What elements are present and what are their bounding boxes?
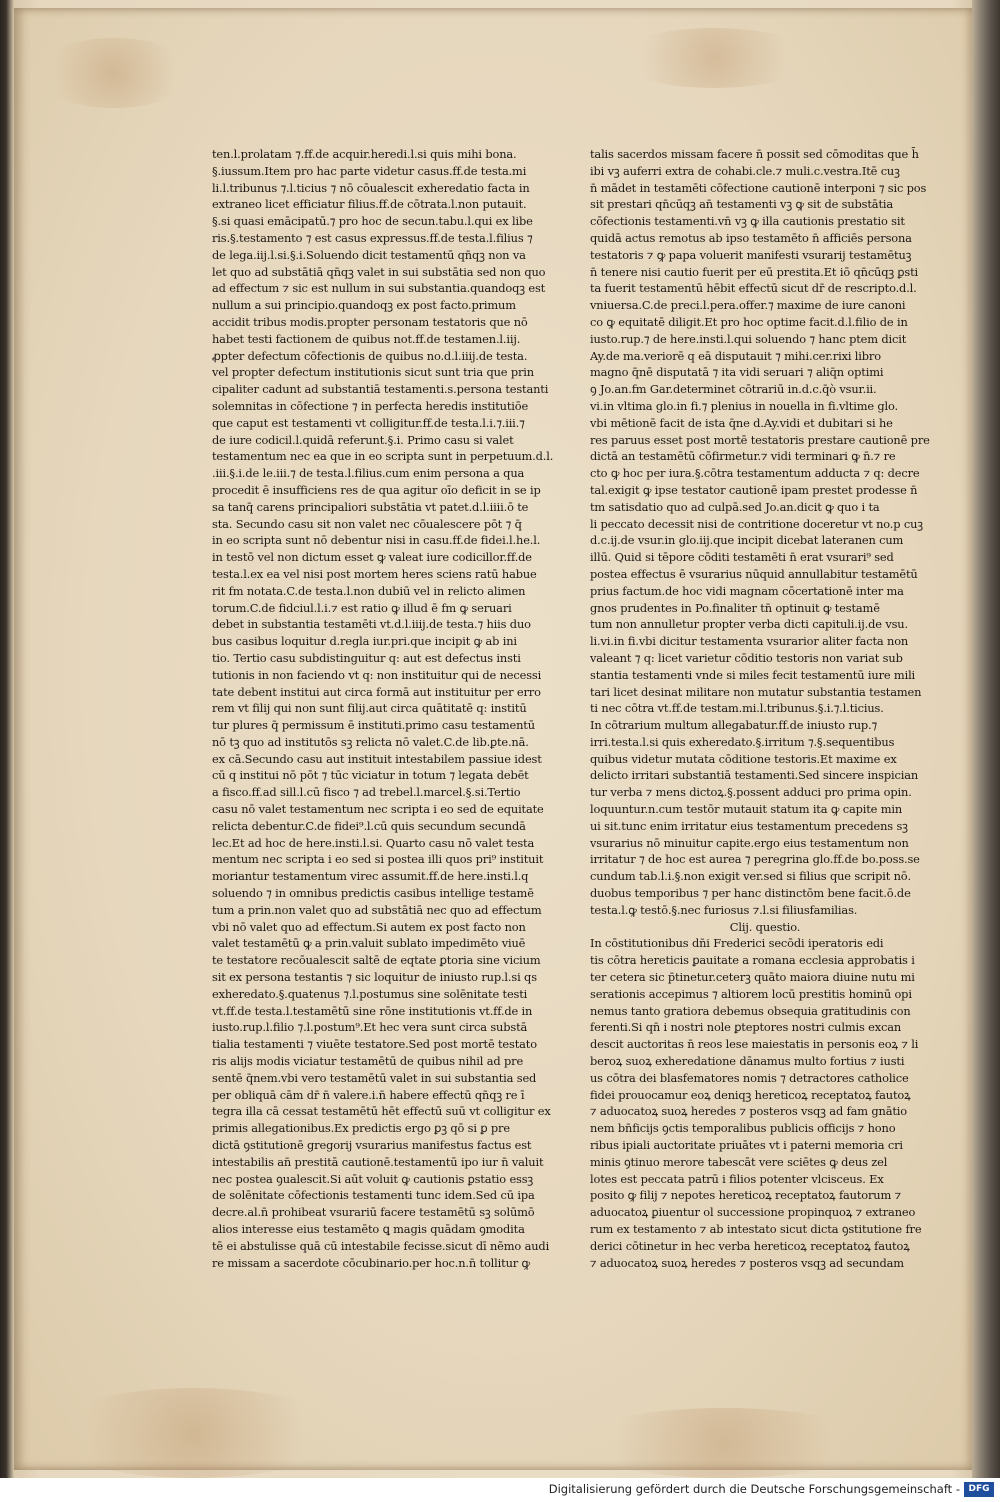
text-line: per obliquā cām dr̄ n̄ valere.i.n̄ habere effectū qn̄qꝫ re ī bbox=[212, 1087, 525, 1102]
text-line: a fisco.ff.ad sill.l.cū fisco ⁊ ad trebel.l.marcel.§.si.Tertio bbox=[212, 785, 521, 800]
paper-stain bbox=[614, 28, 814, 88]
text-line: quibus videtur mutata cōditione testoris.Et maxime ex bbox=[590, 751, 897, 766]
text-line: cto ꝙ hoc per iura.§.cōtra testamentum adducta ⁊ q: decre bbox=[590, 466, 920, 481]
text-line: sa tanq̄ carens principaliori substātia vt patet.d.l.iiii.ō te bbox=[212, 499, 529, 514]
text-line: lec.Et ad hoc de here.insti.l.si. Quarto casu nō valet testa bbox=[212, 835, 535, 850]
text-line: let quo ad substātiā qn̄qꝫ valet in sui substātia sed non quo bbox=[212, 264, 546, 279]
text-line: sit ex persona testantis ⁊ sic loquitur de iniusto rup.l.si qs bbox=[212, 970, 537, 985]
text-line: res paruus esset post mortē testatoris prestare cautionē pre bbox=[590, 432, 930, 447]
funding-credit: Digitalisierung gefördert durch die Deutsche Forschungsgemeinschaft - bbox=[548, 1482, 960, 1496]
text-line: in eo scripta sunt nō debentur nisi in casu.ff.de fidei.l.he.l. bbox=[212, 533, 541, 548]
text-line: in testō vel non dictum esset ꝙ valeat iure codicillor.ff.de bbox=[212, 550, 532, 565]
text-line: sentē q̄nem.vbi vero testamētū valet in sui substantia sed bbox=[212, 1070, 537, 1085]
text-line: quidā actus remotus ab ipso testamēto n̄ afficiēs persona bbox=[590, 230, 912, 245]
text-line: ti nec cōtra vt.ff.de testam.mi.l.tribunus.§.i.⁊.l.ticius. bbox=[590, 701, 884, 716]
paper-stain bbox=[44, 1388, 344, 1478]
text-line: irritatur ⁊ de hoc est aurea ⁊ peregrina glo.ff.de bo.poss.se bbox=[590, 852, 920, 867]
text-line: n̄ mādet in testamēti cōfectione cautionē interponi ⁊ sic pos bbox=[590, 180, 927, 195]
text-line: nem bn̄ficijs ꝯctis temporalibus publicis officijs ⁊ hono bbox=[590, 1121, 896, 1136]
text-line: tio. Tertio casu subdistinguitur q: aut est defectus insti bbox=[212, 650, 521, 665]
text-line: ꝯ Jo.an.fm Gar.determinet cōtrariū in.d.c.q̄ò vsur.ii. bbox=[590, 382, 877, 397]
text-line: relicta debentur.C.de fidei⁹.l.cū quis secundum secundā bbox=[212, 818, 526, 833]
text-line: In cōstitutionibus dn̄i Frederici secōdi iperatoris edi bbox=[590, 936, 884, 951]
text-line: rem vt filij qui non sunt filij.aut circa quātitatē q: institū bbox=[212, 701, 527, 716]
text-line: tate debent institui aut circa formā aut instituitur per erro bbox=[212, 684, 541, 699]
footer-bar bbox=[0, 1478, 1000, 1502]
text-line: d.c.ij.de vsur.in glo.iij.que incipit dicebat lateranen cum bbox=[590, 533, 904, 548]
text-line: tis cōtra hereticis ꝑauitate a romana ecclesia approbatis i bbox=[590, 953, 915, 968]
text-line: testa.l.ex ea vel nisi post mortem heres sciens ratū habue bbox=[212, 566, 537, 581]
text-line: li.l.tribunus ⁊.l.ticius ⁊ nō cōualescit exheredatio facta in bbox=[212, 180, 530, 195]
text-line: descit auctoritas n̄ reos lese maiestatis in personis eoꝝ ⁊ li bbox=[590, 1037, 919, 1052]
text-line: de iure codicil.l.quidā referunt.§.i. Primo casu si valet bbox=[212, 432, 514, 447]
text-line: casu nō valet testamentum nec scripta i eo sed de equitate bbox=[212, 802, 544, 817]
text-line: alios interesse eius testamēto ꝗ magis quādam ꝯmodita bbox=[212, 1222, 525, 1236]
text-line: nemus tanto gratiora debemus obsequia gratitudinis con bbox=[590, 1003, 911, 1018]
text-line: nullum a sui principio.quandoqꝫ ex post facto.primum bbox=[212, 298, 516, 313]
text-line: accidit tribus modis.propter personam testatoris que nō bbox=[212, 314, 528, 329]
text-line: ta fuerit testamentū hēbit effectū sicut dr̄ de rescripto.d.l. bbox=[590, 281, 917, 296]
text-line: cū q institui nō pōt ⁊ tūc viciatur in totum ⁊ legata debēt bbox=[212, 768, 529, 783]
text-line: postea effectus ē vsurarius nūquid annullabitur testamētū bbox=[590, 566, 918, 581]
text-line: vt.ff.de testa.l.testamētū sine rōne institutionis vt.ff.de in bbox=[212, 1003, 533, 1018]
text-line: iusto.rup.⁊ de here.insti.l.qui soluendo ⁊ hanc ptem dicit bbox=[590, 331, 907, 346]
text-line: tutionis in non faciendo vt q: non instituitur qui de necessi bbox=[212, 667, 542, 682]
text-line: bus casibus loquitur d.regla iur.pri.que incipit ꝙ ab ini bbox=[212, 634, 517, 649]
text-line: ten.l.prolatam ⁊.ff.de acquir.heredi.l.si quis mihi bona. bbox=[212, 147, 517, 161]
text-line: ꝓpter defectum cōfectionis de quibus no.d.l.iiij.de testa. bbox=[212, 348, 528, 363]
text-line: delicto irritari substantiā testamenti.Sed sincere inspician bbox=[590, 768, 919, 783]
text-line: valet testamētū ꝙ a prin.valuit sublato impedimēto viuē bbox=[212, 936, 526, 951]
text-line: dictā an testamētū cōfirmetur.⁊ vidi terminari ꝙ n̄.⁊ re bbox=[590, 449, 896, 464]
text-line: vniuersa.C.de preci.l.pera.offer.⁊ maxime de iure canoni bbox=[590, 298, 906, 313]
text-line: ferenti.Si qn̄ i nostri nole ꝑteptores nostri culmis excan bbox=[590, 1020, 902, 1035]
text-line: loquuntur.n.cum testōr mutauit statum ita ꝙ capite min bbox=[590, 802, 903, 817]
question-heading: Clij. questio. bbox=[729, 919, 801, 934]
text-line: vsurarius nō minuitur capite.ergo eius testamentum non bbox=[590, 835, 909, 850]
text-line: vi.in vltima glo.in fi.⁊ plenius in nouella in fi.vltime glo. bbox=[590, 398, 899, 413]
text-line: lotes est peccata patrū i filios potenter vlcisceus. Ex bbox=[590, 1171, 884, 1186]
text-line: solemnitas in cōfectione ⁊ in perfecta heredis institutiōe bbox=[212, 398, 529, 413]
text-line: magno q̄nē disputatā ⁊ ita vidi seruari ⁊ aliq̄n optimi bbox=[590, 365, 884, 380]
text-line: te testatore recōualescit saltē de eqtate ꝑtoria sine vicium bbox=[212, 953, 541, 968]
text-line: iusto.rup.l.filio ⁊.l.postum⁹.Et hec vera sunt circa substā bbox=[212, 1020, 528, 1035]
text-line: testa.l.ꝙ testō.§.nec furiosus ⁊.l.si filiusfamilias. bbox=[590, 902, 858, 917]
dfg-logo: DFG bbox=[964, 1482, 994, 1497]
text-line: tari licet desinat militare non mutatur substantia testamen bbox=[590, 684, 922, 699]
text-line: aduocatoꝝ ꝑiuentur ol successione propinquoꝝ ⁊ extraneo bbox=[590, 1205, 916, 1220]
text-line: ⁊ aduocatoꝝ suoꝝ heredes ⁊ posteros vsqꝫ ad fam gnātio bbox=[590, 1104, 907, 1119]
text-line: re missam a sacerdote cōcubinario.per hoc.n.n̄ tollitur ꝙ bbox=[212, 1255, 530, 1270]
text-line: habet testi factionem de quibus not.ff.de testamen.l.iij. bbox=[212, 331, 521, 346]
text-line: rit fm notata.C.de testa.l.non dubiū vel in relicto alimen bbox=[212, 583, 526, 598]
text-line: gnos prudentes in Po.finaliter tn̄ optinuit ꝙ testamē bbox=[590, 600, 880, 615]
text-line: vbi mētionē facit de ista q̄ne d.Ay.vidi et dubitari si he bbox=[590, 415, 893, 430]
text-line: fidei prouocamur eoꝝ deniqꝫ hereticoꝝ receptatoꝝ fautoꝝ bbox=[590, 1087, 911, 1102]
text-line: rum ex testamento ⁊ ab intestato sicut dicta ꝯstitutione fre bbox=[590, 1222, 922, 1236]
text-line: stantia testamenti vnde si miles fecit testamentū iure mili bbox=[590, 667, 916, 682]
right-text-column bbox=[590, 146, 930, 1271]
text-line: debet in substantia testamēti vt.d.l.iiij.de testa.⁊ hiis duo bbox=[212, 617, 531, 632]
text-line: In cōtrarium multum allegabatur.ff.de iniusto rup.⁊ bbox=[590, 718, 878, 733]
text-line: decre.al.n̄ prohibeat vsurariū facere testamētū sꝫ solūmō bbox=[212, 1205, 535, 1220]
left-text-column bbox=[212, 146, 554, 1271]
text-line: tal.exigit ꝙ ipse testator cautionē ipam prestet prodesse n̄ bbox=[590, 482, 918, 497]
text-line: tegra illa cā cessat testamētū hēt effectū suū vt colligitur ex bbox=[212, 1104, 551, 1119]
text-line: torum.C.de fidciul.l.i.⁊ est ratio ꝙ illud ē fm ꝙ seruari bbox=[212, 600, 512, 615]
text-line: serationis accepimus ⁊ altiorem locū prestitis hominū opi bbox=[590, 986, 912, 1001]
text-line: que caput est testamenti vt colligitur.ff.de testa.l.i.⁊.iii.⁊ bbox=[212, 415, 525, 430]
text-line: valeant ⁊ q: licet varietur cōditio testoris non variat sub bbox=[590, 650, 903, 665]
text-line: vbi nō valet quo ad effectum.Si autem ex post facto non bbox=[212, 919, 526, 934]
text-line: moriantur testamentum virec assumit.ff.de here.insti.l.q bbox=[212, 869, 529, 884]
text-line: li peccato decessit nisi de contritione doceretur vt no.p cuꝫ bbox=[590, 516, 923, 531]
text-line: tur verba ⁊ mens dictoꝝ.§.possent adduci pro prima opin. bbox=[590, 785, 912, 800]
text-line: §.iussum.Item pro hac parte videtur casus.ff.de testa.mi bbox=[212, 163, 527, 178]
text-line: sta. Secundo casu sit non valet nec cōualescere pōt ⁊ q̄ bbox=[212, 516, 522, 531]
text-line: derici cōtinetur in hec verba hereticoꝝ receptatoꝝ fautoꝝ bbox=[590, 1238, 910, 1253]
text-line: ex cā.Secundo casu aut instituit intestabilem passiue idest bbox=[212, 751, 542, 766]
text-line: ribus ipiali auctoritate priuātes vt i paterni memoria cri bbox=[590, 1138, 903, 1153]
text-line: ter cetera sic p̄tinetur.ceterꝫ quāto maiora diuine nutu mi bbox=[590, 970, 915, 985]
text-line: tm satisdatio quo ad culpā.sed Jo.an.dicit ꝙ quo i ta bbox=[590, 499, 880, 514]
text-line: testamentum nec ea que in eo scripta sunt in perpetuum.d.l. bbox=[212, 449, 554, 464]
text-line: dictā ꝯstitutionē gregorij vsurarius manifestus factus est bbox=[212, 1138, 532, 1153]
text-line: intestabilis an̄ prestitā cautionē.testamentū ipo iur n̄ valuit bbox=[212, 1154, 544, 1169]
paper-stain bbox=[34, 38, 194, 108]
text-line: illū. Quid si tēpore cōditi testamēti n̄ erat vsurari⁹ sed bbox=[590, 550, 894, 565]
text-line: soluendo ⁊ in omnibus predictis casibus intellige testamē bbox=[212, 886, 534, 901]
text-line: irri.testa.l.si quis exheredato.§.irritum ⁊.§.sequentibus bbox=[590, 734, 895, 749]
text-line: exheredato.§.quatenus ⁊.l.postumus sine solēnitate testi bbox=[212, 986, 528, 1001]
text-line: tum non annulletur propter verba dicti capituli.ij.de vsu. bbox=[590, 617, 908, 632]
text-line: talis sacerdos missam facere n̄ possit sed cōmoditas que h̄ bbox=[590, 147, 919, 161]
text-line: ris.§.testamento ⁊ est casus expressus.ff.de testa.l.filius ⁊ bbox=[212, 230, 533, 245]
text-line: us cōtra dei blasfematores nomis ⁊ detractores catholice bbox=[590, 1070, 909, 1085]
text-line: ad effectum ⁊ sic est nullum in sui substantia.quandoqꝫ est bbox=[212, 281, 546, 296]
text-line: ibi vꝫ auferri extra de cohabi.cle.⁊ muli.c.vestra.Itē cuꝫ bbox=[590, 163, 900, 178]
text-line: procedit ē insufficiens res de qua agitur oīo deficit in se ip bbox=[212, 482, 541, 497]
text-line: de lega.iij.l.si.§.i.Soluendo dicit testamentū qn̄qꝫ non va bbox=[212, 247, 526, 262]
text-line: mentum nec scripta i eo sed si postea illi quos pri⁹ instituit bbox=[212, 852, 544, 867]
text-line: de solēnitate cōfectionis testamenti tunc idem.Sed cū ipa bbox=[212, 1188, 535, 1203]
text-line: beroꝝ suoꝝ exheredatione dānamus multo fortius ⁊ iusti bbox=[590, 1054, 905, 1069]
text-line: cipaliter cadunt ad substantiā testamenti.s.persona testanti bbox=[212, 382, 549, 397]
text-line: posito ꝙ filij ⁊ nepotes hereticoꝝ receptatoꝝ fautorum ⁊ bbox=[590, 1188, 901, 1203]
text-line: vel propter defectum institutionis sicut sunt tria que prin bbox=[212, 365, 534, 380]
text-line: primis allegationibus.Ex predictis ergo ꝑꝫ qō si ꝑ pre bbox=[212, 1121, 510, 1136]
text-line: prius factum.de hoc vidi magnam cōcertationē inter ma bbox=[590, 583, 904, 598]
text-line: duobus temporibus ⁊ per hanc distinctōm bene facit.ō.de bbox=[590, 886, 911, 901]
text-line: .iii.§.i.de le.iii.⁊ de testa.l.filius.cum enim persona a qua bbox=[212, 466, 525, 481]
text-line: nec postea ꝯualescit.Si aūt voluit ꝙ cautionis ꝑstatio essꝫ bbox=[212, 1171, 534, 1186]
text-line: ui sit.tunc enim irritatur eius testamentum precedens sꝫ bbox=[590, 818, 908, 833]
text-line: tē ei abstulisse quā cū intestabile fecisse.sicut dī nēmo audi bbox=[212, 1238, 550, 1253]
book-edge bbox=[972, 0, 1000, 1478]
text-line: Ay.de ma.veriorē q eā disputauit ⁊ mihi.cer.rixi libro bbox=[590, 348, 881, 363]
text-line: ris alijs modis viciatur testamētū de quibus nihil ad pre bbox=[212, 1054, 524, 1069]
text-line: ⁊ aduocatoꝝ suoꝝ heredes ⁊ posteros vsqꝫ ad secundam bbox=[590, 1255, 904, 1270]
text-line: n̄ tenere nisi cautio fuerit per eū prestita.Et iō qn̄cūqꝫ ꝑsti bbox=[590, 264, 918, 279]
text-line: co ꝙ equitatē diligit.Et pro hoc optime facit.d.l.filio de in bbox=[590, 314, 908, 329]
text-line: minis ꝯtinuo merore tabescāt vere sciētes ꝙ deus zel bbox=[590, 1154, 888, 1169]
text-line: tialia testamenti ⁊ viuēte testatore.Sed post mortē testato bbox=[212, 1037, 537, 1052]
text-line: cundum tab.l.i.§.non exigit ver.sed si filius que scripit nō. bbox=[590, 869, 911, 884]
text-line: §.si quasi emācipatū.⁊ pro hoc de secun.tabu.l.qui ex libe bbox=[212, 214, 533, 229]
paper-stain bbox=[574, 1408, 874, 1478]
text-line: extraneo licet efficiatur filius.ff.de cōtrata.l.non putauit. bbox=[212, 197, 527, 212]
text-line: testatoris ⁊ ꝙ papa voluerit manifesti vsurarij testamētuꝫ bbox=[590, 247, 912, 262]
text-line: sit prestari qn̄cūqꝫ an̄ testamenti vꝫ ꝙ sit de substātia bbox=[590, 197, 894, 212]
text-line: li.vi.in fi.vbi dicitur testamenta vsurarior aliter facta non bbox=[590, 634, 909, 649]
text-line: cōfectionis testamenti.vn̄ vꝫ ꝙ illa cautionis prestatio sit bbox=[590, 214, 905, 229]
text-line: nō tꝫ quo ad institutōs sꝫ relicta nō valet.C.de lib.ꝑte.nā. bbox=[212, 734, 529, 749]
text-line: tur plures q̄ permissum ē instituti.primo casu testamentū bbox=[212, 718, 535, 733]
text-line: tum a prin.non valet quo ad substātiā nec quo ad effectum bbox=[212, 902, 542, 917]
